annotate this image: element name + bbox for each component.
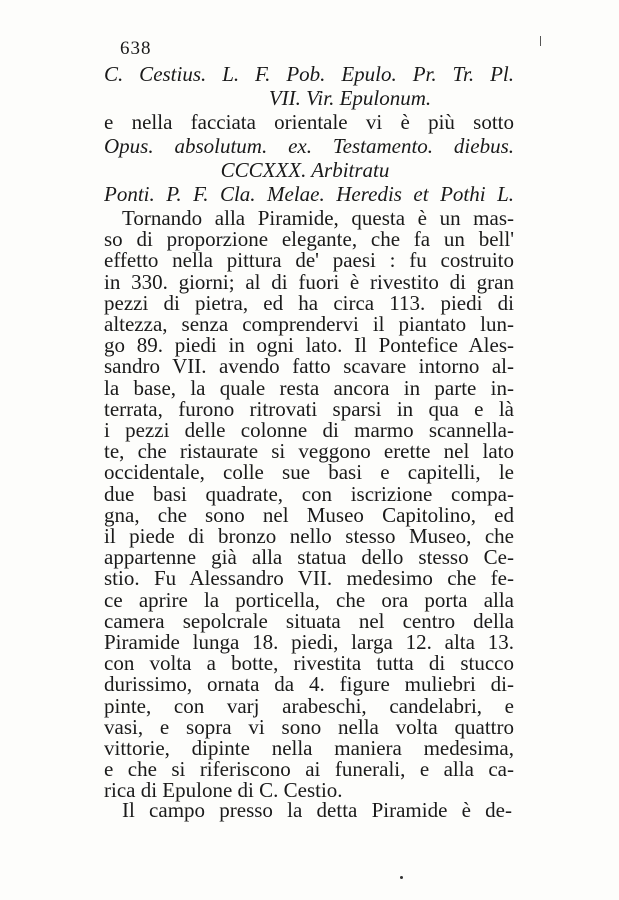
body-line: terrata, furono ritrovati sparsi in qua e là (104, 396, 514, 421)
body-line: i pezzi delle colonne di marmo scannella- (104, 418, 514, 442)
body-line: e che si riferiscono ai funerali, e alla ca- (104, 757, 514, 782)
inscription-line-6: Ponti. P. F. Cla. Melae. Heredis et Pothi L. (104, 182, 514, 206)
body-line: sandro VII. avendo fatto scavare intorno al- (104, 354, 514, 379)
body-line: camera sepolcrale situata nel centro della (104, 608, 514, 633)
inscription-line-2: VII. Vir. Epulonum. (268, 86, 432, 110)
inscription-line-5: CCCXXX. Arbitratu (220, 158, 390, 182)
body-line: durissimo, ornata da 4. figure muliebri di- (104, 672, 514, 697)
body-line: te, che ristaurate si veggono erette nel lato (104, 439, 514, 464)
body-line: ce aprire la porticella, che ora porta alla (104, 587, 514, 612)
page-number: 638 (120, 38, 152, 59)
body-line: appartenne già alla statua dello stesso Ce- (104, 545, 514, 570)
body-line: il piede di bronzo nello stesso Museo, che (104, 524, 514, 548)
inscription-line-1: C. Cestius. L. F. Pob. Epulo. Pr. Tr. Pl. (104, 62, 514, 86)
body-line: pezzi di pietra, ed ha circa 113. piedi di (104, 290, 514, 315)
body-line: in 330. giorni; al di fuori è rivestito di gran (104, 269, 514, 294)
body-line: gna, che sono nel Museo Capitolino, ed (104, 502, 514, 527)
body-line: la base, la quale resta ancora in parte in- (104, 375, 514, 400)
body-line: stio. Fu Alessandro VII. medesimo che fe- (104, 566, 514, 591)
ink-dot (400, 876, 403, 879)
body-line: so di proporzione elegante, che fa un bell' (104, 227, 514, 252)
body-line: due basi quadrate, con iscrizione compa- (104, 481, 514, 506)
body-line: vasi, e sopra vi sono nella volta quattro (104, 714, 514, 739)
inscription-line-4: Opus. absolutum. ex. Testamento. diebus. (104, 134, 514, 158)
body-line: rica di Epulone di C. Cestio. (104, 778, 343, 803)
body-line: vittorie, dipinte nella maniera medesima, (104, 736, 514, 760)
body-line: Piramide lunga 18. piedi, larga 12. alta 13. (104, 630, 514, 654)
final-line: Il campo presso la detta Piramide è de- (122, 798, 512, 822)
page-edge-mark (540, 36, 541, 46)
inscription-line-3: e nella facciata orientale vi è più sotto (104, 110, 514, 134)
body-line: con volta a botte, rivestita tutta di stucco (104, 651, 514, 676)
body-line: altezza, senza comprendervi il piantato lun- (104, 312, 514, 336)
body-line: go 89. piedi in ogni lato. Il Pontefice Ales- (104, 333, 514, 358)
body-line: effetto nella pittura de' paesi : fu costruito (104, 248, 514, 273)
body-line: pinte, con varj arabeschi, candelabri, e (104, 693, 514, 718)
body-line: Tornando alla Piramide, questa è un mas- (122, 206, 514, 230)
body-line: occidentale, colle sue basi e capitelli, le (104, 460, 514, 485)
